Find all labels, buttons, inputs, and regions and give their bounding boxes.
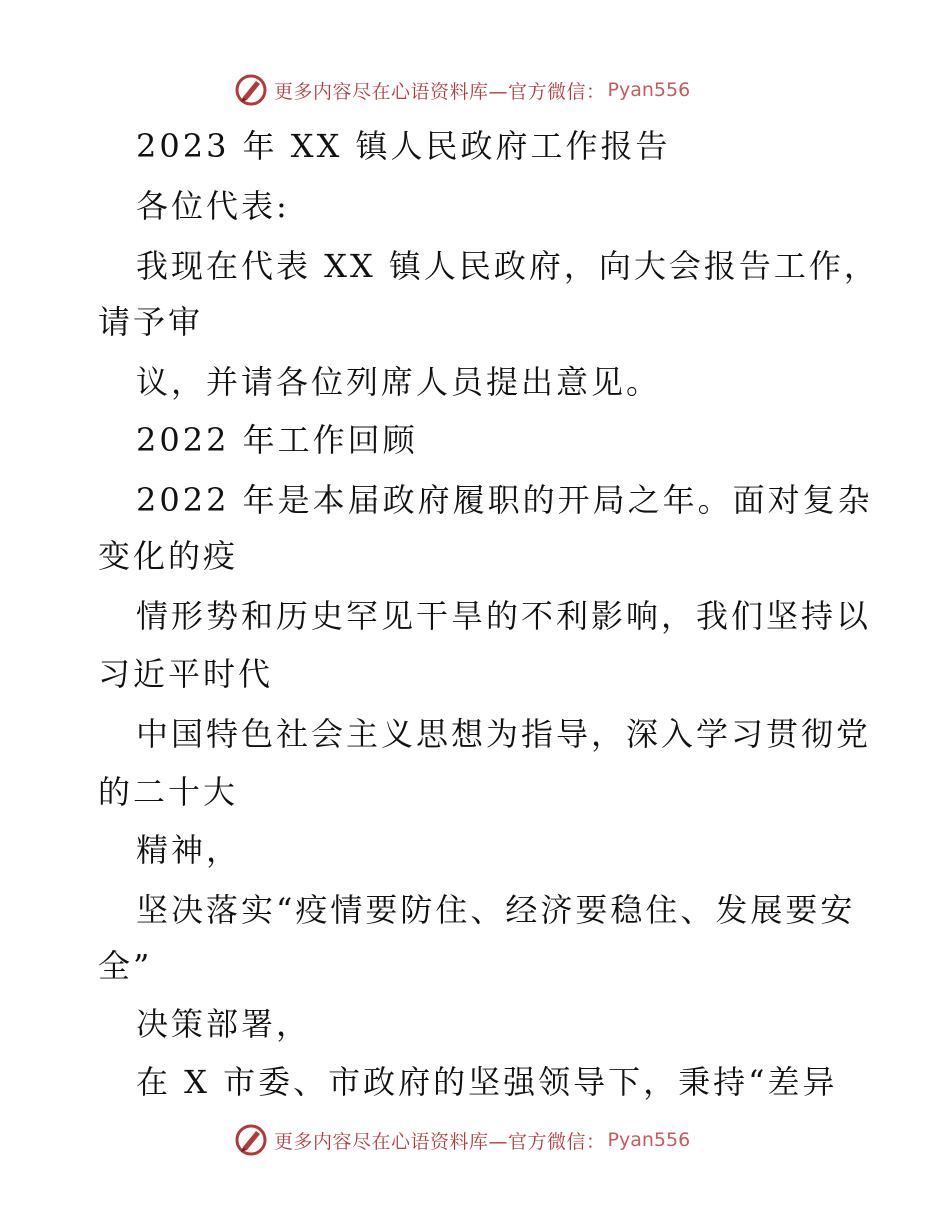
text-line: 情形势和历史罕见干旱的不利影响，我们坚持以 [136, 597, 872, 635]
text-line: 决策部署， [136, 1005, 312, 1043]
text-line: 我现在代表 XX 镇人民政府，向大会报告工作， [136, 247, 879, 285]
watermark-text: 更多内容尽在心语资料库—官方微信： [274, 80, 606, 103]
text-line: 2022 年是本届政府履职的开局之年。面对复杂 [136, 481, 873, 519]
text-line: 习近平时代 [98, 655, 274, 693]
watermark-text: 更多内容尽在心语资料库—官方微信： [274, 1130, 606, 1153]
text-line: 全” [98, 947, 153, 985]
text-line: 在 X 市委、市政府的坚强领导下，秉持“差异 [136, 1063, 838, 1101]
section-heading: 2022 年工作回顾 [136, 421, 418, 459]
header-watermark [234, 72, 690, 108]
watermark-wechat-id: Pyan556 [607, 79, 691, 101]
text-line: 各位代表: [136, 187, 290, 225]
document-title: 2023 年 XX 镇人民政府工作报告 [136, 127, 671, 165]
text-line: 请予审 [98, 303, 204, 341]
pen-logo-icon [234, 1123, 268, 1157]
pen-logo-icon [234, 73, 268, 107]
watermark-wechat-id: Pyan556 [607, 1129, 691, 1151]
text-line: 变化的疫 [98, 537, 239, 575]
text-line: 的二十大 [98, 773, 239, 811]
text-line: 精神， [136, 831, 242, 869]
text-line: 中国特色社会主义思想为指导，深入学习贯彻党 [136, 715, 872, 753]
text-line: 议，并请各位列席人员提出意见。 [136, 363, 662, 401]
text-line: 坚决落实“疫情要防住、经济要稳住、发展要安 [136, 891, 856, 929]
footer-watermark [234, 1122, 690, 1158]
